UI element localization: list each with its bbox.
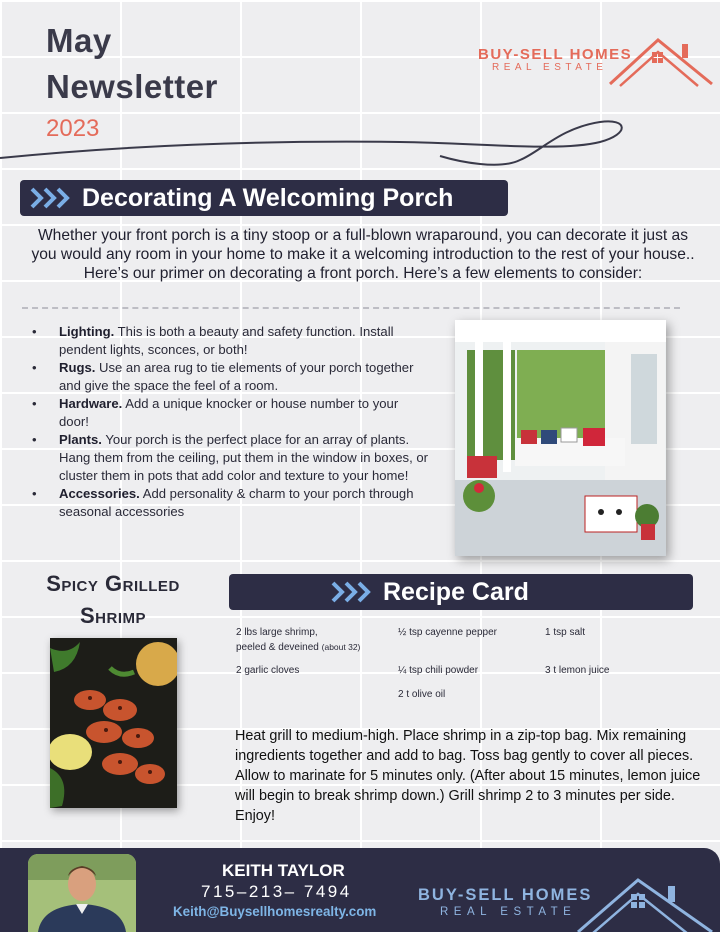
agent-name: KEITH TAYLOR [222,861,345,880]
brand-logo-footer [418,884,718,932]
tip-title: Accessories. [59,486,140,501]
tip-text: This is both a beauty and safety function. Install pendent lights, sconces, or both! [59,324,394,357]
ingredient-lemon: 3 t lemon juice [545,665,610,676]
chevrons-icon [331,581,379,603]
newsletter-month: May [46,22,112,59]
tip-title: Plants. [59,432,102,447]
list-item [30,431,430,485]
bullet: • [32,486,37,501]
section-banner-porch [20,180,508,216]
recipe-card-heading: Recipe Card [383,578,529,606]
tip-text: Your porch is the perfect place for an array of plants. Hang them from the ceiling, put them in the window in boxes, or cluster them in pots that add color and texture to your home! [59,432,428,483]
ingredient-cayenne: ½ tsp cayenne pepper [398,627,497,638]
tip-title: Lighting. [59,324,115,339]
bullet: • [32,360,37,375]
newsletter-year: 2023 [46,115,100,142]
ingredient-shrimp-note: (about 32) [321,642,361,652]
ingredient-chili: ¼ tsp chili powder [398,665,479,676]
list-item [30,395,430,431]
brand-tagline: REAL ESTATE [492,62,608,73]
porch-photo [455,320,666,556]
ingredient-shrimp-line2 [236,640,360,655]
list-item [30,323,430,359]
ingredient-salt: 1 tsp salt [545,627,586,638]
ingredient-oil: 2 t olive oil [398,689,446,700]
agent-avatar [28,854,136,932]
ingredient-shrimp [236,626,360,655]
recipe-title [28,568,198,632]
tip-title: Rugs. [59,360,96,375]
list-item [30,485,430,521]
house-roof-icon [576,874,714,932]
decorative-swoosh [0,100,720,180]
brand-tagline: REAL ESTATE [440,906,577,918]
ingredient-shrimp-line1: 2 lbs large shrimp, [236,627,318,638]
tip-text: Use an area rug to tie elements of your porch together and give the space the feel of a room. [59,360,414,393]
dashed-divider [22,307,680,309]
brand-name: BUY-SELL HOMES [418,886,593,904]
agent-phone[interactable]: 715–213– 7494 [201,882,352,901]
chevrons-icon [30,187,78,209]
ingredient-shrimp-prep: peeled & deveined [236,642,319,653]
shrimp-photo [50,638,177,808]
tip-text: Add personality & charm to your porch through seasonal accessories [59,486,414,519]
agent-email[interactable]: Keith@Buysellhomesrealty.com [173,904,377,919]
recipe-title-line1: Spicy Grilled [46,571,180,596]
bullet: • [32,324,37,339]
porch-intro: Whether your front porch is a tiny stoop or a full-blown wraparound, you can decorate it just as you would any room in your home to make it a welcoming introduction to the rest of your house.. Here’s our primer on decorating a front porch. Here’s a few elements to consider: [31,227,695,282]
ingredient-garlic: 2 garlic cloves [236,665,300,676]
recipe-method: Heat grill to medium-high. Place shrimp in a zip-top bag. Mix remaining ingredients together and add to bag. Toss bag gently to cover all pieces. Allow to marinate for 5 minutes only. (After about 15 minutes, lemon juice will begin to break shrimp down.) Grill shrimp 2 to 3 minutes per side. Enjoy! [235,728,701,824]
porch-tips-list [30,323,430,521]
section-banner-recipe [229,574,693,610]
brand-logo-header [478,40,718,90]
bullet: • [32,432,37,447]
house-roof-icon [608,34,716,90]
bullet: • [32,396,37,411]
recipe-title-line2: Shrimp [79,603,146,628]
tip-text: Add a unique knocker or house number to your door! [59,396,399,429]
newsletter-title: Newsletter [46,68,218,105]
brand-name: BUY-SELL HOMES [478,46,633,63]
tip-title: Hardware. [59,396,123,411]
section-heading: Decorating A Welcoming Porch [82,184,454,212]
list-item [30,359,430,395]
